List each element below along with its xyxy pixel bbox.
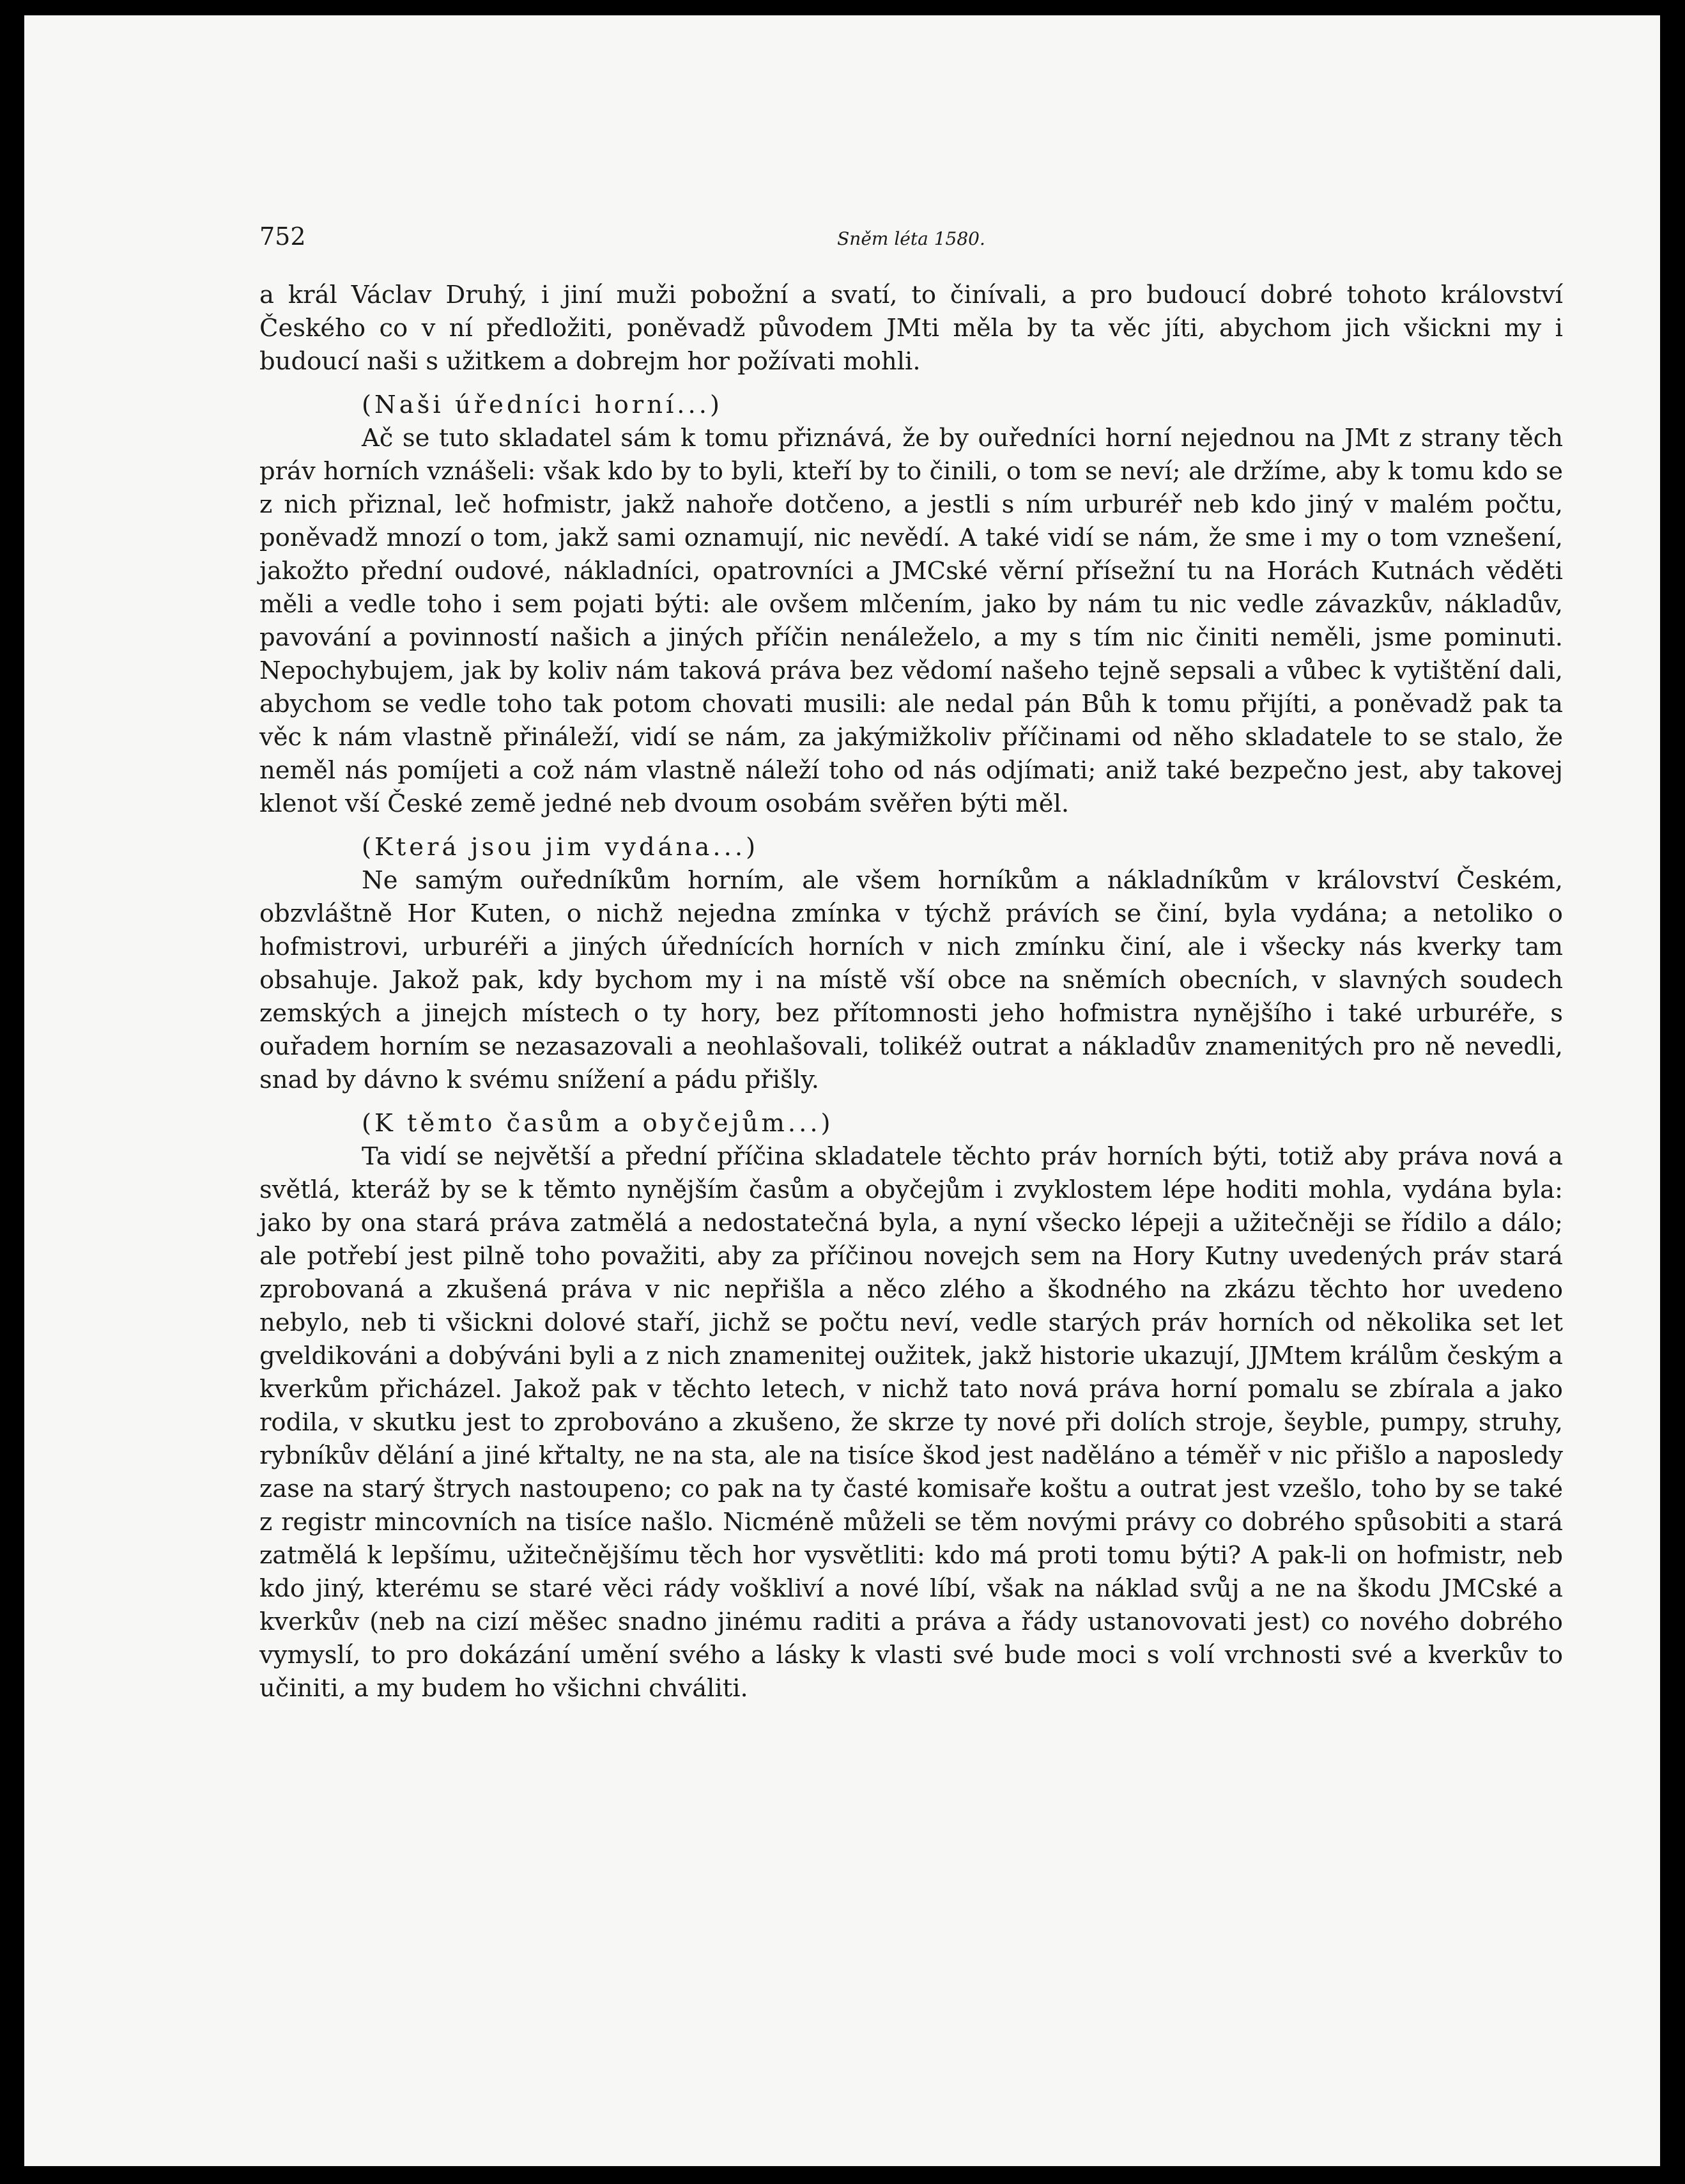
- section-heading-urednici: (Naši úředníci horní...): [362, 391, 723, 419]
- text-block: [259, 220, 1563, 1705]
- running-title: Sněm léta 1580.: [837, 228, 985, 249]
- running-head: [259, 220, 1563, 279]
- scanned-page: [24, 15, 1660, 2166]
- paragraph-vydana: Ne samým ouředníkům horním, ale všem horníkům a nákladníkům v království Českém, obzvláštně Hor Kuten, o nichž nejedna zmínka v týchž právích se činí, byla vydána; a netoliko o hofmistrovi, urburéři a jiných úřednících horních v nich zmínku činí, ale i všecky nás kverky tam obsahuje. Jakož pak, kdy bychom my i na místě vší obce na sněmích obecních, v slavných soudech zemských a jinejch místech o ty hory, bez přítomnosti jeho hofmistra nynějšího i také urburéře, s ouřadem horním se nezasazovali a neohlašovali, tolikéž outrat a nákladův znamenitých pro ně nevedli, snad by dávno k svému snížení a pádu přišly.: [259, 866, 1563, 1094]
- section-heading-casum: (K těmto časům a obyčejům...): [362, 1109, 834, 1138]
- paragraph-casum: Ta vidí se největší a přední příčina skladatele těchto práv horních býti, totiž aby práva nová a světlá, kteráž by se k těmto nynějším časům a obyčejům i zvyklostem lépe hoditi mohla, vydána byla: jako by ona stará práva zatmělá a nedostatečná byla, a nyní všecko lépeji a užitečněji se řídilo a dálo; ale potřebí jest pilně toho považiti, aby za příčinou novejch sem na Hory Kutny uvedených práv stará zprobovaná a zkušená práva v nic nepřišla a něco zlého a škodného na zkázu těchto hor uvedeno nebylo, neb ti všickni dolové staří, jichž se počtu neví, vedle starých práv horních od několika set let gveldikováni a dobýváni byli a z nich znamenitej oužitek, jakž historie ukazují, JJMtem králům českým a kverkům přicházel. Jakož pak v těchto letech, v nichž tato nová práva horní pomalu se zbírala a jako rodila, v skutku jest to zprobováno a zkušeno, že skrze ty nové při dolích stroje, šeyble, pumpy, struhy, rybníkův dělání a jiné křtalty, ne na sta, ale na tisíce škod jest naděláno a téměř v nic přišlo a naposledy zase na starý štrych nastoupeno; co pak na ty časté komisaře koštu a outrat jest vzešlo, toho by se také z registr mincovních na tisíce našlo. Nicméně můželi se těm novými právy co dobrého spůsobiti a stará zatmělá k lepšímu, užitečnějšímu těch hor vysvětliti: kdo má proti tomu býti? A pak-li on hofmistr, neb kdo jiný, kterému se staré věci rády voškliví a nové líbí, však na náklad svůj a ne na škodu JMCské a kverkův (neb na cizí měšec snadno jinému raditi a práva a řády ustanovovati jest) co nového dobrého vymyslí, to pro dokázání umění svého a lásky k vlasti své bude moci s volí vrchnosti své a kverkův to učiniti, a my budem ho všichni chváliti.: [259, 1142, 1563, 1703]
- paragraph-urednici: Ač se tuto skladatel sám k tomu přiznává, že by ouředníci horní nejednou na JMt z strany těch práv horních vznášeli: však kdo by to byli, kteří by to činili, o tom se neví; ale držíme, aby k tomu kdo se z nich přiznal, leč hofmistr, jakž nahoře dotčeno, a jestli s ním urburéř neb kdo jiný v malém počtu, poněvadž mnozí o tom, jakž sami oznamují, nic nevědí. A také vidí se nám, že sme i my o tom vznešení, jakožto přední oudové, nákladníci, opatrovníci a JMCské věrní přísežní tu na Horách Kutnách věděti měli a vedle toho i sem pojati býti: ale ovšem mlčením, jako by nám tu nic vedle závazkův, nákladův, pavování a povinností našich a jiných příčin nenáleželo, a my s tím nic činiti neměli, jsme pominuti. Nepochybujem, jak by koliv nám taková práva bez vědomí našeho tejně sepsali a vůbec k vytištění dali, abychom se vedle toho tak potom chovati musili: ale nedal pán Bůh k tomu přijíti, a poněvadž pak ta věc k nám vlastně přináleží, vidí se nám, za jakýmižkoliv příčinami od něho skladatele to se stalo, že neměl nás pomíjeti a což nám vlastně náleží toho od nás odjímati; aniž také bezpečno jest, aby takovej klenot vší České země jedné neb dvoum osobám svěřen býti měl.: [259, 424, 1563, 818]
- section-heading-vydana: (Která jsou jim vydána...): [362, 833, 759, 862]
- page-number: 752: [259, 222, 306, 251]
- paragraph-continuation: a král Václav Druhý, i jiní muži pobožní a svatí, to činívali, a pro budoucí dobré tohoto království Českého co v ní předložiti, poněvadž původem JMti měla by ta věc jíti, abychom jich všickni my i budoucí naši s užitkem a dobrejm hor požívati mohli.: [259, 281, 1563, 376]
